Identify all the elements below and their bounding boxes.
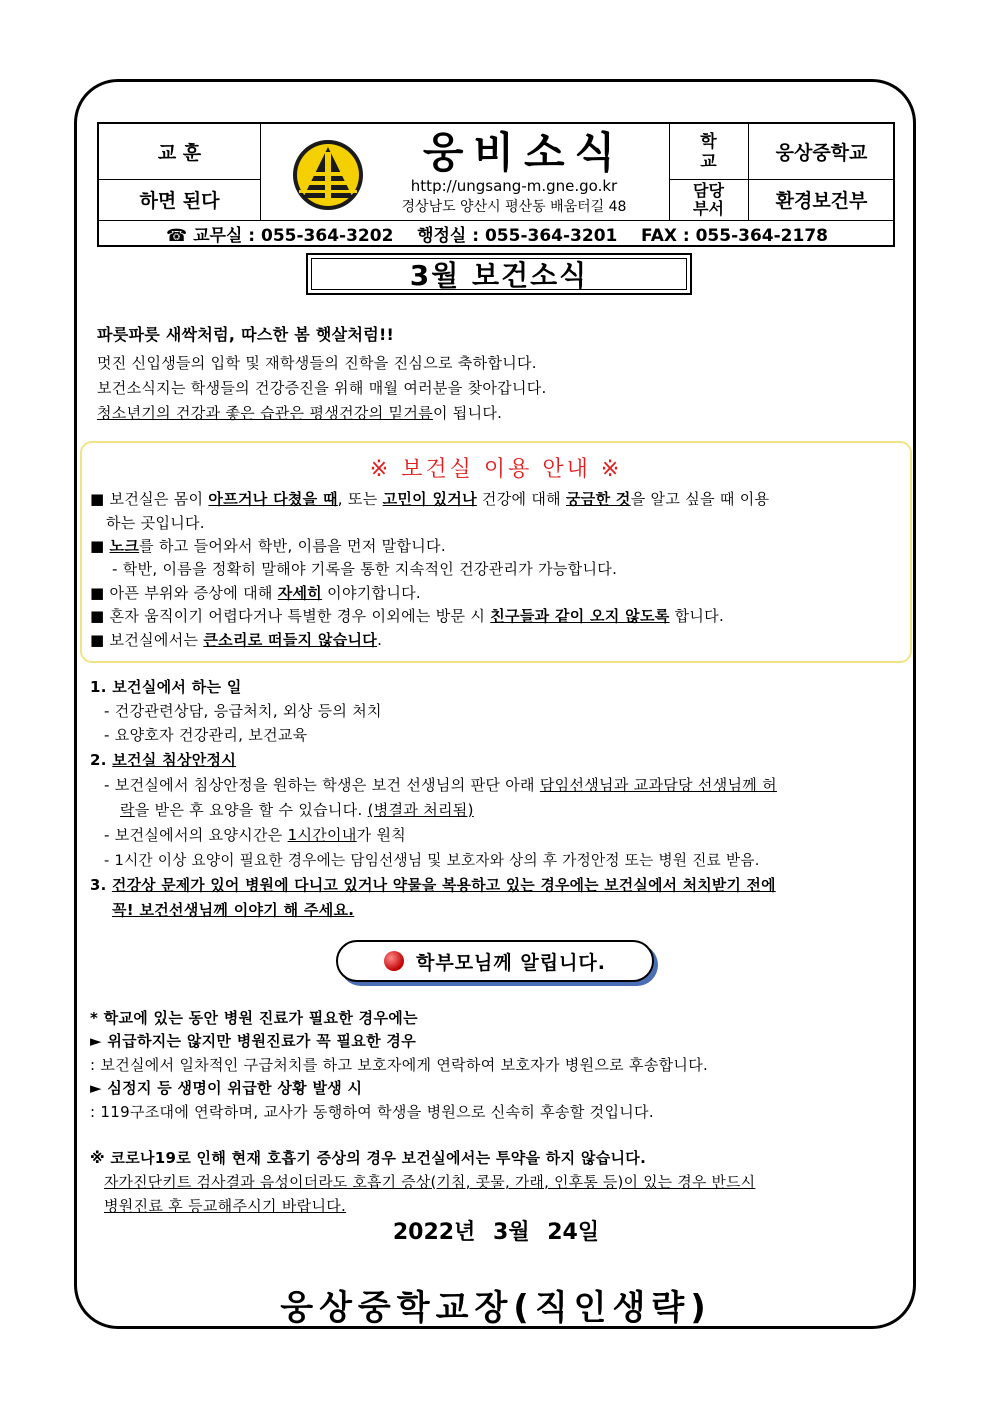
section-1-a: - 건강관련상담, 응급처치, 외상 등의 처치: [104, 702, 382, 720]
covid-line-3: 병원진료 후 등교해주시기 바랍니다.: [104, 1197, 347, 1215]
month-title: 3월 보건소식: [311, 258, 687, 290]
section-2-a-cont: 락을 받은 후 요양을 할 수 있습니다. (병결과 처리됨): [120, 801, 474, 819]
motto-label: 교 훈: [157, 142, 202, 164]
school-url[interactable]: http://ungsang-m.gne.go.kr: [410, 177, 618, 195]
covid-line-2: 자가진단키트 검사결과 음성이더라도 호흡기 증상(기침, 콧물, 가래, 인후통 등)이 있는 경우 반드시: [104, 1174, 756, 1191]
school-address: 경상남도 양산시 평산동 배움터길 48: [401, 199, 627, 215]
red-ball-icon: [384, 951, 404, 971]
motto: 하면 된다: [139, 190, 220, 212]
school-name: 웅상중학교: [775, 142, 868, 164]
section-2-c: - 1시간 이상 요양이 필요한 경우에는 담임선생님 및 보호자와 상의 후 가정안정 또는 병원 진료 받음.: [104, 852, 760, 869]
notice-item-1-cont: 하는 곳입니다.: [106, 514, 205, 532]
issue-date: 2022년 3월 24일: [392, 1220, 600, 1245]
intro-line-3: 청소년기의 건강과 좋은 습관은 평생건강의 밑거름이 됩니다.: [97, 404, 503, 422]
notice-item-5: ■ 보건실에서는 큰소리로 떠들지 않습니다.: [90, 631, 383, 649]
section-2-b: - 보건실에서의 요양시간은 1시간이내가 원칙: [104, 826, 407, 844]
dept-name: 환경보건부: [775, 190, 868, 212]
intro-line-1: 멋진 신입생들의 입학 및 재학생들의 진학을 진심으로 축하합니다.: [97, 354, 537, 372]
notice-item-1: ■ 보건실은 몸이 아프거나 다쳤을 때, 또는 고민이 있거나 건강에 대해 궁금한 것을 알고 싶을 때 이용: [90, 490, 770, 508]
intro-line-2: 보건소식지는 학생들의 건강증진을 위해 매월 여러분을 찾아갑니다.: [97, 379, 547, 397]
principal-signature: 웅상중학교장(직인생략): [280, 1288, 712, 1328]
school-label: 학 교: [700, 131, 717, 172]
covid-line-1: ※ 코로나19로 인해 현재 호흡기 증상의 경우 보건실에서는 투약을 하지 않습니다.: [90, 1149, 647, 1167]
notice-item-2-sub: - 학반, 이름을 정확히 말해야 기록을 통한 지속적인 건강관리가 가능합니다.: [112, 560, 618, 578]
notice-item-2: ■ 노크를 하고 들어와서 학반, 이름을 먼저 말합니다.: [90, 537, 446, 555]
notice-item-3: ■ 아픈 부위와 증상에 대해 자세히 이야기합니다.: [90, 584, 421, 602]
parents-line-3: : 보건실에서 일차적인 구급처치를 하고 보호자에게 연락하여 보호자가 병원으로 후송합니다.: [90, 1056, 709, 1074]
section-3-title: 3. 건강상 문제가 있어 병원에 다니고 있거나 약물을 복용하고 있는 경우에는 보건실에서 처치받기 전에: [90, 877, 776, 894]
parents-line-5: : 119구조대에 연락하며, 교사가 동행하여 학생을 병원으로 신속히 후송할 것입니다.: [90, 1103, 654, 1121]
parents-line-4: ► 심정지 등 생명이 위급한 상황 발생 시: [90, 1079, 363, 1097]
section-2-a: - 보건실에서 침상안정을 원하는 학생은 보건 선생님의 판단 아래 담임선생님과 교과담당 선생님께 허: [104, 776, 777, 794]
header-table: [97, 122, 895, 247]
contact-line: ☎ 교무실 : 055-364-3202 행정실 : 055-364-3201 FAX : 055-364-2178: [166, 226, 828, 246]
section-3-cont: 꼭! 보건선생님께 이야기 해 주세요.: [112, 901, 355, 919]
month-title-box: [306, 253, 692, 295]
parents-banner: 학부모님께 알립니다.: [336, 940, 654, 982]
parents-line-1: * 학교에 있는 동안 병원 진료가 필요한 경우에는: [90, 1009, 418, 1027]
newsletter-title: 웅비소식: [422, 128, 626, 177]
parents-line-2: ► 위급하지는 않지만 병원진료가 꼭 필요한 경우: [90, 1032, 416, 1050]
intro-heading: 파릇파릇 새싹처럼, 따스한 봄 햇살처럼!!: [97, 325, 395, 344]
dept-label: 담당 부서: [693, 180, 724, 218]
section-2-title: 2. 보건실 침상안정시: [90, 751, 237, 769]
section-1-b: - 요양호자 건강관리, 보건교육: [104, 726, 308, 744]
notice-item-4: ■ 혼자 움직이기 어렵다거나 특별한 경우 이외에는 방문 시 친구들과 같이 오지 않도록 합니다.: [90, 607, 725, 625]
notice-title: ※ 보건실 이용 안내 ※: [369, 457, 623, 482]
school-logo-icon: [291, 138, 365, 212]
section-1-title: 1. 보건실에서 하는 일: [90, 678, 242, 696]
